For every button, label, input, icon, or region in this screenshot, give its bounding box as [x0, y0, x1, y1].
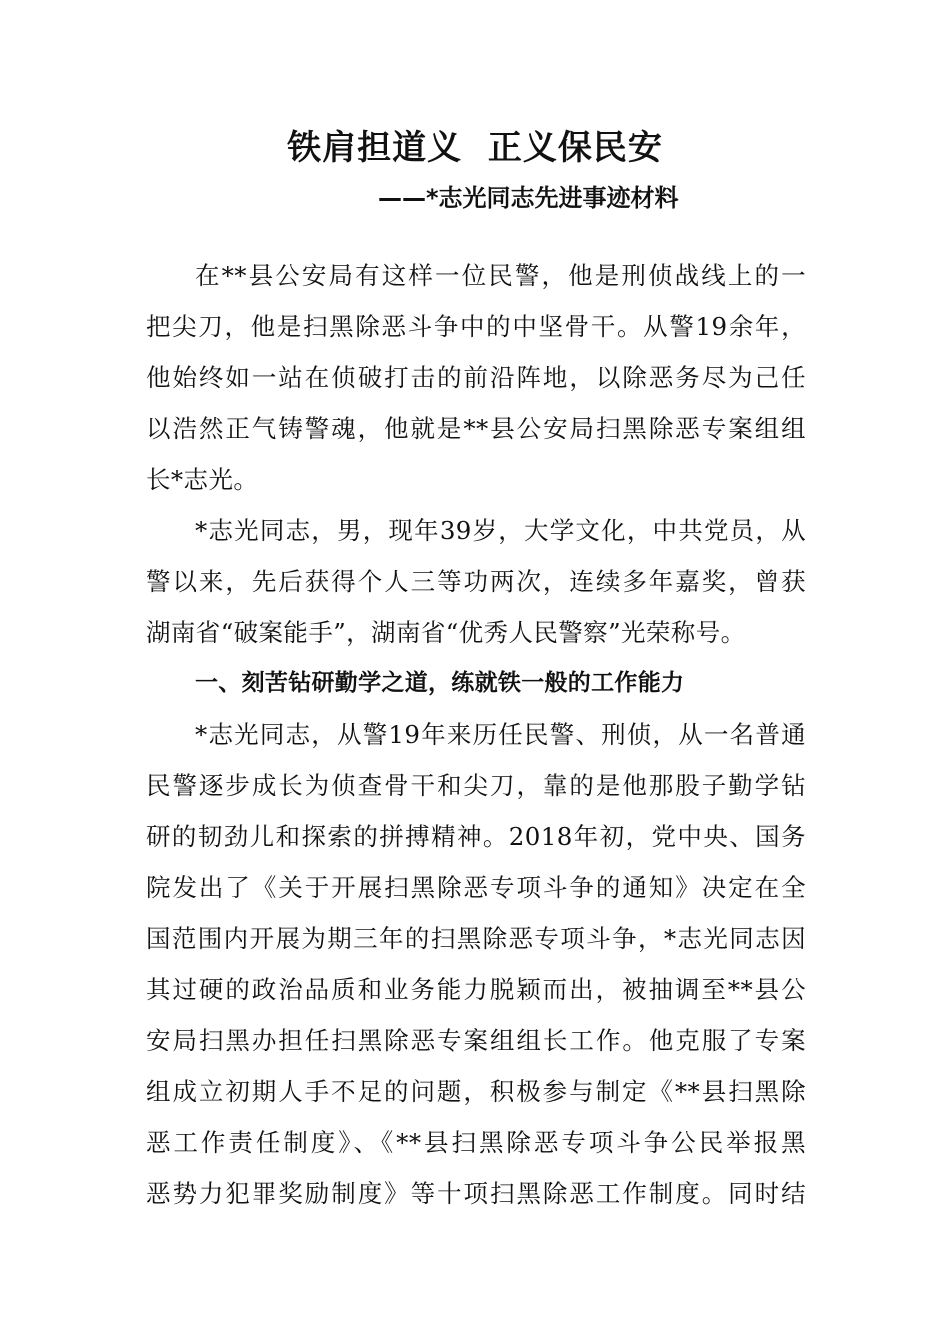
paragraph-line: 他始终如一站在侦破打击的前沿阵地，以除恶务尽为己任: [146, 363, 806, 392]
paragraph-intro: [146, 250, 806, 505]
document-body: [146, 250, 806, 1219]
paragraph-line: *志光同志，男，现年39岁，大学文化，中共党员，从: [195, 516, 806, 545]
paragraph-profile: [146, 505, 806, 658]
paragraph-line: 安局扫黑办担任扫黑除恶专案组组长工作。他克服了专案: [146, 1026, 806, 1055]
document-title: 铁肩担道义 正义保民安: [287, 128, 663, 168]
document-subtitle: ——*志光同志先进事迹材料: [378, 184, 679, 212]
paragraph-line: 恶工作责任制度》、《**县扫黑除恶专项斗争公民举报黑: [146, 1128, 806, 1157]
paragraph-line: 湖南省“破案能手”，湖南省“优秀人民警察”光荣称号。: [146, 618, 746, 647]
paragraph-line: *志光同志，从警19年来历任民警、刑侦，从一名普通: [195, 720, 806, 749]
paragraph-line: 其过硬的政治品质和业务能力脱颖而出，被抽调至**县公: [146, 975, 806, 1004]
paragraph-line: 在**县公安局有这样一位民警，他是刑侦战线上的一: [195, 261, 806, 290]
section-heading: 一、刻苦钻研勤学之道，练就铁一般的工作能力: [195, 670, 685, 696]
paragraph-line: 组成立初期人手不足的问题，积极参与制定《**县扫黑除: [146, 1077, 806, 1106]
paragraph-line: 恶势力犯罪奖励制度》等十项扫黑除恶工作制度。同时结: [146, 1179, 806, 1208]
paragraph-line: 警以来，先后获得个人三等功两次，连续多年嘉奖，曾获: [146, 567, 806, 596]
paragraph-line: 国范围内开展为期三年的扫黑除恶专项斗争，*志光同志因: [146, 924, 806, 953]
paragraph-section1: [146, 709, 806, 1219]
paragraph-line: 长*志光。: [146, 465, 259, 494]
paragraph-line: 以浩然正气铸警魂，他就是**县公安局扫黑除恶专案组组: [146, 414, 806, 443]
paragraph-line: 把尖刀，他是扫黑除恶斗争中的中坚骨干。从警19余年，: [146, 312, 806, 341]
paragraph-line: 院发出了《关于开展扫黑除恶专项斗争的通知》决定在全: [146, 873, 806, 902]
paragraph-line: 研的韧劲儿和探索的拼搏精神。2018年初，党中央、国务: [146, 822, 806, 851]
paragraph-line: 民警逐步成长为侦查骨干和尖刀，靠的是他那股子勤学钻: [146, 771, 806, 800]
